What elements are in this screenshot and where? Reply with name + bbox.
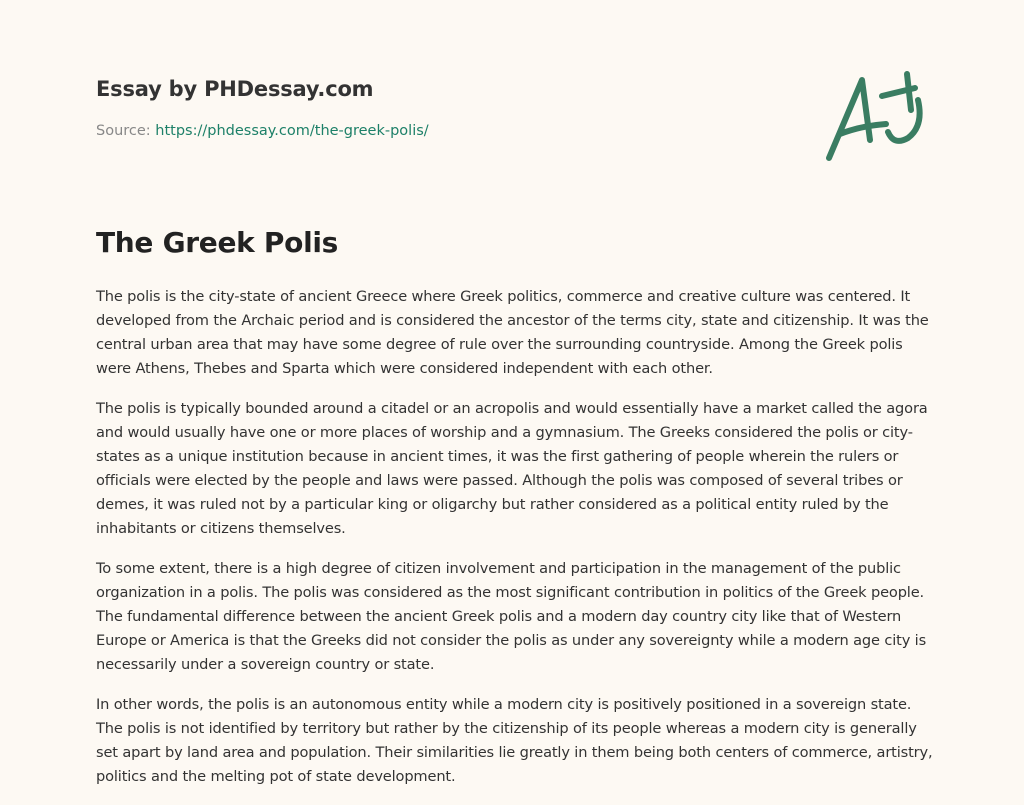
essay-body xyxy=(96,285,936,805)
paragraph: To some extent, there is a high degree of citizen involvement and participation in the management of the public organization in a polis. The polis was considered as the most significant contribution in politics of the Greek people. The fundamental difference between the ancient Greek polis and a modern day country city like that of Western Europe or America is that the Greeks did not consider the polis as under any sovereignty while a modern age city is necessarily under a sovereign country or state. xyxy=(96,560,927,673)
paragraph: In other words, the polis is an autonomous entity while a modern city is positively positioned in a sovereign state. The polis is not identified by territory but rather by the citizenship of its people whereas a modern city is generally set apart by land area and population. Their similarities lie greatly in them being both centers of commerce, artistry, politics and the melting pot of state development. xyxy=(96,696,933,785)
source-line xyxy=(96,123,429,139)
paragraph: The polis is typically bounded around a citadel or an acropolis and would essentially have a market called the agora and would usually have one or more places of worship and a gymnasium. The Greeks considered the polis or city-states as a unique institution because in ancient times, it was the first gathering of people wherein the rulers or officials were elected by the people and laws were passed. Although the polis was composed of several tribes or demes, it was ruled not by a particular king or oligarchy but rather considered as a political entity ruled by the inhabitants or citizens themselves. xyxy=(96,400,928,537)
paragraph: The polis is the city-state of ancient Greece where Greek politics, commerce and creative culture was centered. It developed from the Archaic period and is considered the ancestor of the terms city, state and citizenship. It was the central urban area that may have some degree of rule over the surrounding countryside. Among the Greek polis were Athens, Thebes and Sparta which were considered independent with each other. xyxy=(96,288,929,377)
source-link[interactable]: https://phdessay.com/the-greek-polis/ xyxy=(155,123,429,139)
a-plus-logo-icon xyxy=(820,66,932,166)
source-label: Source: xyxy=(96,123,151,139)
essay-title: The Greek Polis xyxy=(96,226,339,259)
site-brand: Essay by PHDessay.com xyxy=(96,77,374,101)
